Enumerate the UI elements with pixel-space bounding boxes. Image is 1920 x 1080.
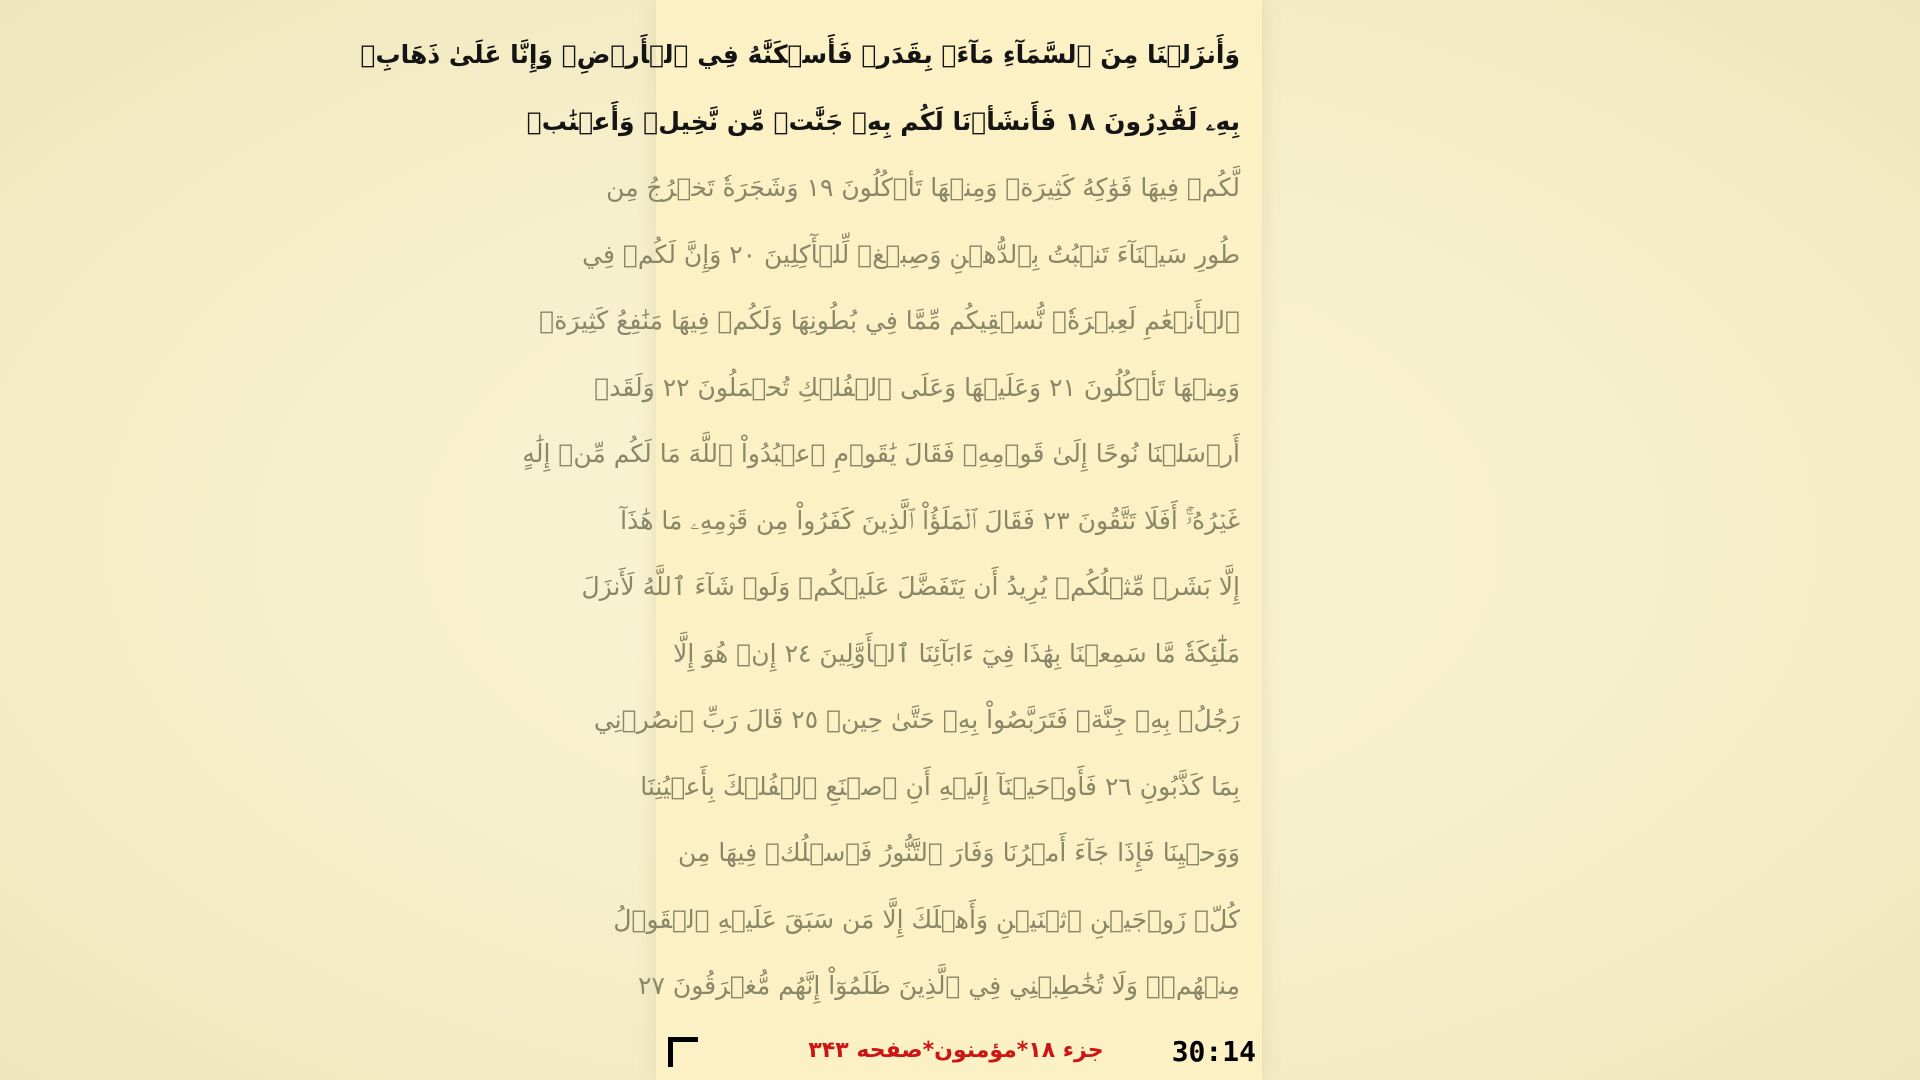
verse-line: غَيۡرُهُۥٓۚ أَفَلَا تَتَّقُونَ ٢٣ فَقَالَ ٱلۡمَلَؤُاْ ٱلَّذِينَ كَفَرُواْ مِن قَوۡمِهِۦ مَا هَٰذَآ <box>620 505 1240 535</box>
quran-page <box>360 0 1262 1080</box>
verse-line: ٱلۡأَنۡعَٰمِ لَعِبۡرَةٗۖ نُّسۡقِيكُم مِّمَّا فِي بُطُونِهَا وَلَكُمۡ فِيهَا مَنَٰفِعُ كَثِيرَةٞ <box>539 306 1240 335</box>
verse-line: طُورِ سَيۡنَآءَ تَنۢبُتُ بِٱلدُّهۡنِ وَصِبۡغٖ لِّلۡأٓكِلِينَ ٢٠ وَإِنَّ لَكُمۡ فِي <box>582 239 1240 269</box>
verse-line: مِنۡهُمۡۖ وَلَا تُخَٰطِبۡنِي فِي ٱلَّذِينَ ظَلَمُوٓاْ إِنَّهُم مُّغۡرَقُونَ ٢٧ <box>638 971 1240 1000</box>
verse-line: رَجُلُۢ بِهِۦ جِنَّةٞ فَتَرَبَّصُواْ بِهِۦ حَتَّىٰ حِينٖ ٢٥ قَالَ رَبِّ ٱنصُرۡنِي <box>593 705 1240 734</box>
page-label: جزء ۱۸*مؤمنون*صفحه ۳۴۳ <box>808 1038 1104 1063</box>
verse-line: وَوَحۡيِنَا فَإِذَا جَآءَ أَمۡرُنَا وَفَارَ ٱلتَّنُّورُ فَٱسۡلُكۡ فِيهَا مِن <box>678 838 1240 867</box>
verse-line: وَمِنۡهَا تَأۡكُلُونَ ٢١ وَعَلَيۡهَا وَعَلَى ٱلۡفُلۡكِ تُحۡمَلُونَ ٢٢ وَلَقَدۡ <box>594 372 1240 402</box>
verse-line: بِهِۦ لَقَٰدِرُونَ ١٨ فَأَنشَأۡنَا لَكُم بِهِۦ جَنَّٰتٖ مِّن نَّخِيلٖ وَأَعۡنَٰبٖ <box>526 106 1240 136</box>
verse-line: لَّكُمۡ فِيهَا فَوَٰكِهُ كَثِيرَةٞ وَمِنۡهَا تَأۡكُلُونَ ١٩ وَشَجَرَةٗ تَخۡرُجُ مِن <box>606 173 1240 202</box>
corner-bracket-icon <box>668 1037 698 1067</box>
verse-line: مَلَٰٓئِكَةٗ مَّا سَمِعۡنَا بِهَٰذَا فِيٓ ءَابَآئِنَا ٱلۡأَوَّلِينَ ٢٤ إِنۡ هُوَ إِلَّا <box>673 638 1240 668</box>
verse-line: إِلَّا بَشَرٞ مِّثۡلُكُمۡ يُرِيدُ أَن يَتَفَضَّلَ عَلَيۡكُمۡ وَلَوۡ شَآءَ ٱللَّهُ لَأَنزَلَ <box>581 572 1240 601</box>
verse-lines <box>360 22 1240 1022</box>
verse-line: كُلّٖ زَوۡجَيۡنِ ٱثۡنَيۡنِ وَأَهۡلَكَ إِلَّا مَن سَبَقَ عَلَيۡهِ ٱلۡقَوۡلُ <box>613 904 1240 934</box>
verse-line: بِمَا كَذَّبُونِ ٢٦ فَأَوۡحَيۡنَآ إِلَيۡهِ أَنِ ٱصۡنَعِ ٱلۡفُلۡكَ بِأَعۡيُنِنَا <box>640 771 1240 801</box>
audio-timer: 30:14 <box>1171 1035 1256 1068</box>
page-footer <box>656 1028 1262 1080</box>
verse-line: وَأَنزَلۡنَا مِنَ ٱلسَّمَآءِ مَآءَۢ بِقَدَرٖ فَأَسۡكَنَّٰهُ فِي ٱلۡأَرۡضِۖ وَإِنَّا عَلَىٰ ذَهَابِۭ <box>360 40 1240 69</box>
verse-line: أَرۡسَلۡنَا نُوحًا إِلَىٰ قَوۡمِهِۦ فَقَالَ يَٰقَوۡمِ ٱعۡبُدُواْ ٱللَّهَ مَا لَكُم مِّنۡ إِلَٰهٍ <box>522 439 1240 468</box>
